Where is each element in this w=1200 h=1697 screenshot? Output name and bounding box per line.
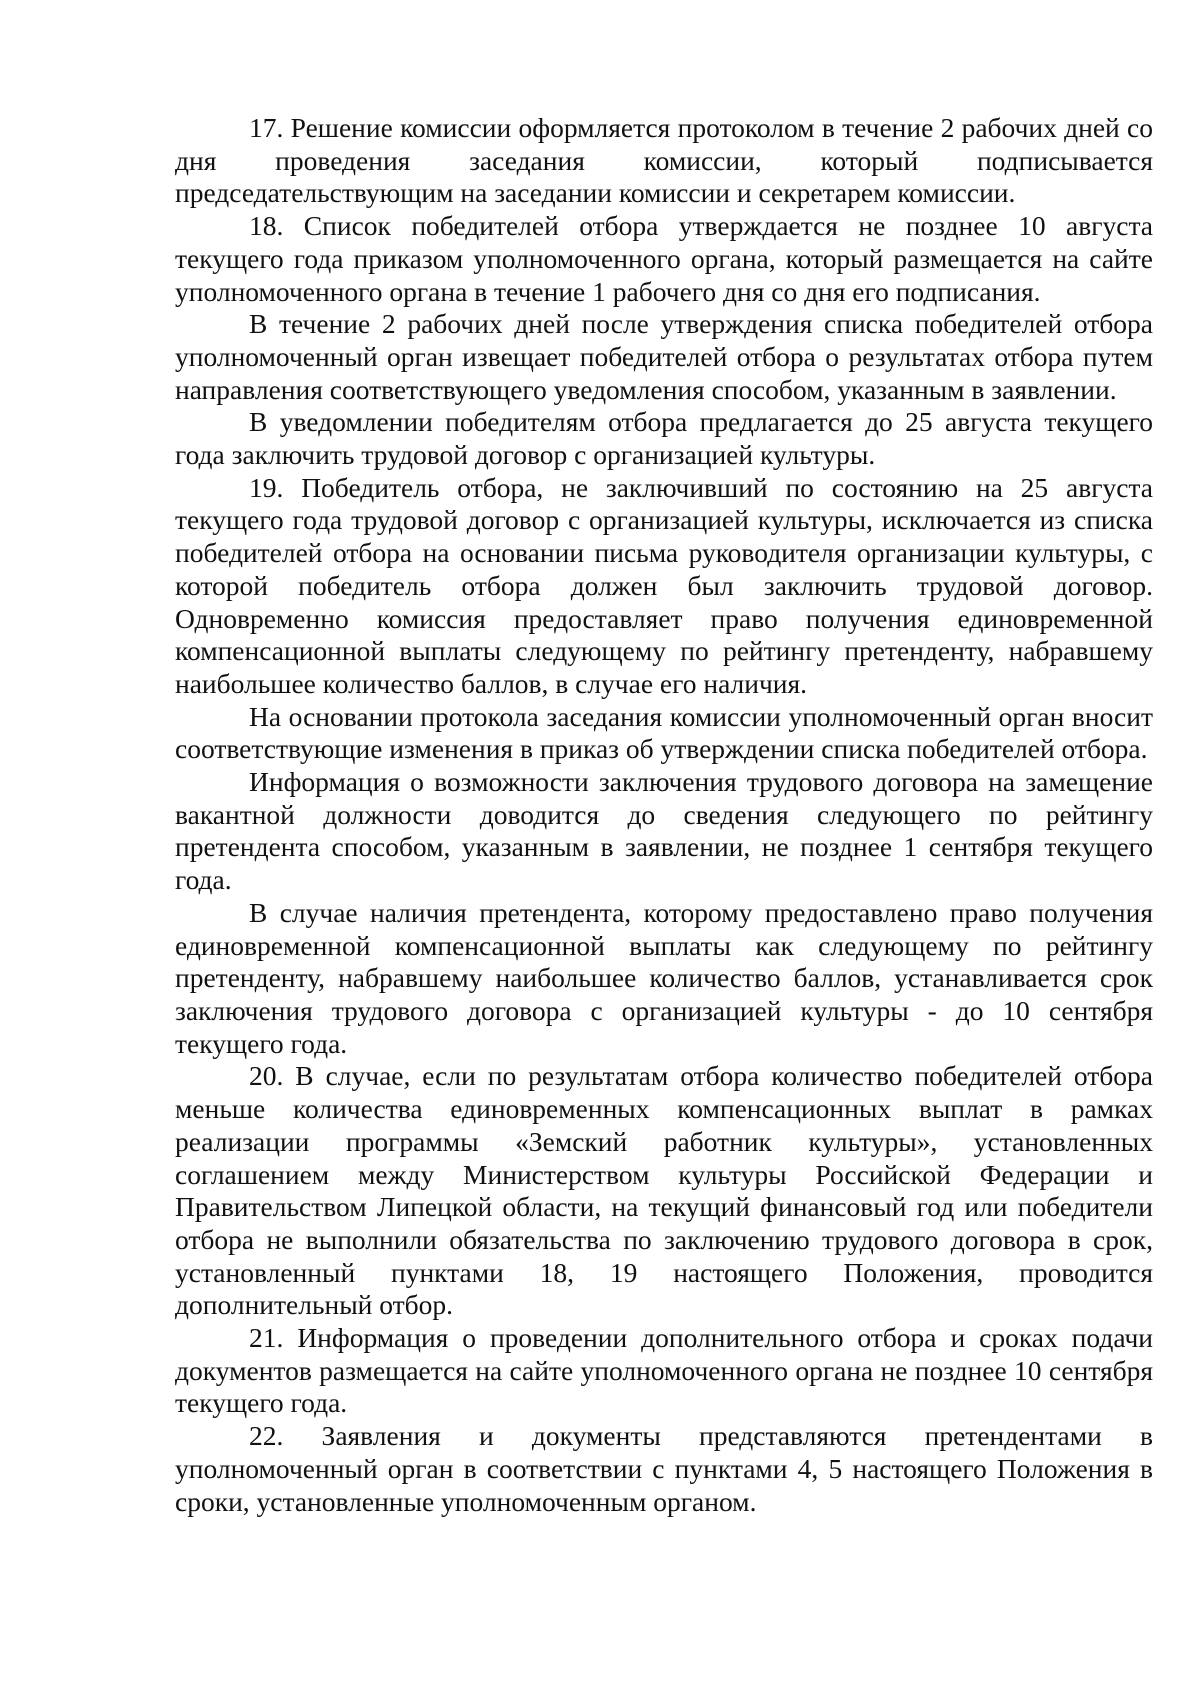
paragraph-19: 19. Победитель отбора, не заключивший по состоянию на 25 августа текущего года трудовой договор с организацией культуры, исключается из списка победителей отбора на основании письма руководителя организации культуры, с которой победитель отбора должен был заключить трудовой договор. Одновременно комиссия предоставляет право получения единовременной компенсационной выплаты следующему по рейтингу претенденту, набравшему наибольшее количество баллов, в случае его наличия.	[175, 471, 1153, 699]
paragraph-19-order-change: На основании протокола заседания комиссии уполномоченный орган вносит соответствующие изменения в приказ об утверждении списка победителей отбора.	[175, 700, 1153, 765]
paragraph-19-term: В случае наличия претендента, которому предоставлено право получения единовременной компенсационной выплаты как следующему по рейтингу претенденту, набравшему наибольшее количество баллов, устанавливается срок заключения трудового договора с организацией культуры - до 10 сентября текущего года.	[175, 896, 1153, 1059]
document-page	[175, 112, 1153, 1518]
paragraph-17: 17. Решение комиссии оформляется протоколом в течение 2 рабочих дней со дня проведения заседания комиссии, который подписывается председательствующим на заседании комиссии и секретарем комиссии.	[175, 112, 1153, 209]
paragraph-21: 21. Информация о проведении дополнительного отбора и сроках подачи документов размещается на сайте уполномоченного органа не позднее 10 сентября текущего года.	[175, 1322, 1153, 1419]
paragraph-18: 18. Список победителей отбора утверждается не позднее 10 августа текущего года приказом уполномоченного органа, который размещается на сайте уполномоченного органа в течение 1 рабочего дня со дня его подписания.	[175, 210, 1153, 307]
paragraph-22: 22. Заявления и документы представляются претендентами в уполномоченный орган в соответствии с пунктами 4, 5 настоящего Положения в сроки, установленные уполномоченным органом.	[175, 1420, 1153, 1517]
paragraph-18-notification: В течение 2 рабочих дней после утверждения списка победителей отбора уполномоченный орган извещает победителей отбора о результатах отбора путем направления соответствующего уведомления способом, указанным в заявлении.	[175, 308, 1153, 405]
paragraph-18-deadline: В уведомлении победителям отбора предлагается до 25 августа текущего года заключить трудовой договор с организацией культуры.	[175, 406, 1153, 471]
paragraph-20: 20. В случае, если по результатам отбора количество победителей отбора меньше количества единовременных компенсационных выплат в рамках реализации программы «Земский работник культуры», установленных соглашением между Министерством культуры Российской Федерации и Правительством Липецкой области, на текущий финансовый год или победители отбора не выполнили обязательства по заключению трудового договора в срок, установленный пунктами 18, 19 настоящего Положения, проводится дополнительный отбор.	[175, 1060, 1153, 1321]
paragraph-19-information: Информация о возможности заключения трудового договора на замещение вакантной должности доводится до сведения следующего по рейтингу претендента способом, указанным в заявлении, не позднее 1 сентября текущего года.	[175, 766, 1153, 896]
